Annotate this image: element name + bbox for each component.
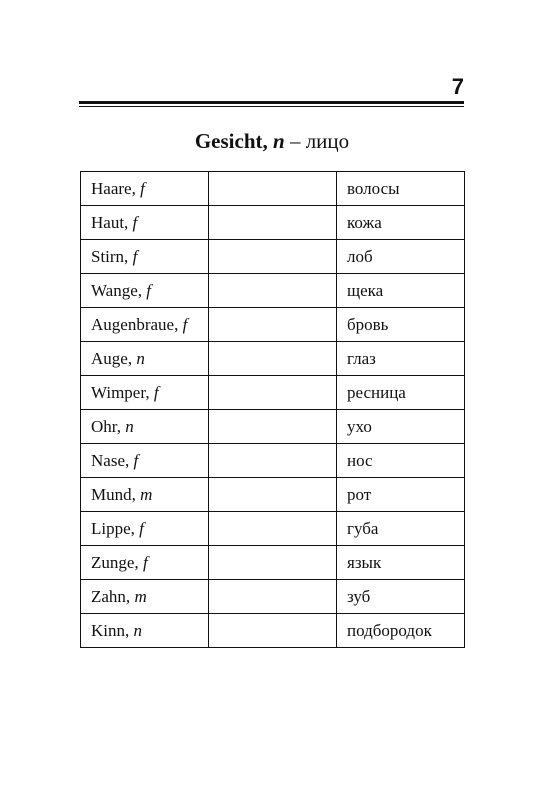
russian-translation-cell xyxy=(337,546,465,580)
german-word: Auge, xyxy=(91,348,133,368)
blank-answer-cell xyxy=(209,308,337,342)
heading-dash: – xyxy=(289,129,301,153)
russian-translation: губа xyxy=(347,518,379,538)
grammatical-gender: f xyxy=(153,382,159,402)
blank-answer-cell xyxy=(209,342,337,376)
header-rule-thick xyxy=(79,101,464,104)
grammatical-gender: f xyxy=(146,280,152,300)
vocabulary-table xyxy=(80,171,465,648)
german-word: Nase, xyxy=(91,450,130,470)
blank-answer-cell xyxy=(209,240,337,274)
blank-answer-cell xyxy=(209,614,337,648)
german-word: Ohr, xyxy=(91,416,122,436)
table-row xyxy=(81,478,465,512)
german-word-cell xyxy=(81,342,209,376)
russian-translation-cell xyxy=(337,206,465,240)
grammatical-gender: m xyxy=(134,586,147,606)
russian-translation-cell xyxy=(337,172,465,206)
russian-translation: зуб xyxy=(347,586,371,606)
vocabulary-table-body xyxy=(81,172,465,648)
blank-answer-cell xyxy=(209,206,337,240)
russian-translation-cell xyxy=(337,614,465,648)
russian-translation: волосы xyxy=(347,178,400,198)
heading-german-word: Gesicht, xyxy=(194,129,268,153)
blank-answer-cell xyxy=(209,580,337,614)
blank-answer-cell xyxy=(209,376,337,410)
table-row xyxy=(81,342,465,376)
blank-answer-cell xyxy=(209,546,337,580)
grammatical-gender: n xyxy=(136,348,145,368)
russian-translation: бровь xyxy=(347,314,389,334)
german-word-cell xyxy=(81,376,209,410)
russian-translation-cell xyxy=(337,580,465,614)
table-row xyxy=(81,546,465,580)
german-word-cell xyxy=(81,206,209,240)
heading-gender: n xyxy=(273,129,285,153)
german-word: Zunge, xyxy=(91,552,139,572)
german-word-cell xyxy=(81,546,209,580)
german-word: Haut, xyxy=(91,212,129,232)
german-word: Lippe, xyxy=(91,518,135,538)
russian-translation: ухо xyxy=(347,416,372,436)
russian-translation: кожа xyxy=(347,212,382,232)
russian-translation: рот xyxy=(347,484,372,504)
russian-translation: глаз xyxy=(347,348,376,368)
table-row xyxy=(81,206,465,240)
german-word-cell xyxy=(81,614,209,648)
table-row xyxy=(81,410,465,444)
german-word: Wange, xyxy=(91,280,143,300)
german-word-cell xyxy=(81,410,209,444)
russian-translation: ресница xyxy=(347,382,406,402)
russian-translation: нос xyxy=(347,450,373,470)
russian-translation-cell xyxy=(337,240,465,274)
german-word: Wimper, xyxy=(91,382,150,402)
russian-translation: щека xyxy=(347,280,384,300)
russian-translation-cell xyxy=(337,274,465,308)
russian-translation-cell xyxy=(337,410,465,444)
table-row xyxy=(81,512,465,546)
german-word-cell xyxy=(81,512,209,546)
russian-translation: подбородок xyxy=(347,620,432,640)
german-word-cell xyxy=(81,580,209,614)
german-word: Zahn, xyxy=(91,586,131,606)
table-row xyxy=(81,444,465,478)
blank-answer-cell xyxy=(209,512,337,546)
russian-translation-cell xyxy=(337,308,465,342)
grammatical-gender: n xyxy=(125,416,134,436)
russian-translation-cell xyxy=(337,512,465,546)
german-word-cell xyxy=(81,308,209,342)
russian-translation: лоб xyxy=(347,246,373,266)
section-heading xyxy=(0,128,544,154)
grammatical-gender: f xyxy=(139,518,144,538)
table-row xyxy=(81,376,465,410)
page-number: 7 xyxy=(451,74,464,99)
german-word-cell xyxy=(81,478,209,512)
grammatical-gender: f xyxy=(133,450,139,470)
german-word-cell xyxy=(81,274,209,308)
table-row xyxy=(81,172,465,206)
table-row xyxy=(81,580,465,614)
table-row xyxy=(81,240,465,274)
table-row xyxy=(81,614,465,648)
header-rule-thin xyxy=(79,106,464,107)
grammatical-gender: f xyxy=(182,314,188,334)
german-word-cell xyxy=(81,240,209,274)
german-word: Kinn, xyxy=(91,620,130,640)
german-word-cell xyxy=(81,444,209,478)
grammatical-gender: n xyxy=(133,620,142,640)
russian-translation-cell xyxy=(337,444,465,478)
grammatical-gender: f xyxy=(140,178,145,198)
grammatical-gender: f xyxy=(132,212,138,232)
russian-translation-cell xyxy=(337,342,465,376)
blank-answer-cell xyxy=(209,274,337,308)
german-word: Mund, xyxy=(91,484,136,504)
blank-answer-cell xyxy=(209,410,337,444)
grammatical-gender: f xyxy=(132,246,138,266)
blank-answer-cell xyxy=(209,478,337,512)
grammatical-gender: f xyxy=(142,552,148,572)
table-row xyxy=(81,308,465,342)
russian-translation-cell xyxy=(337,376,465,410)
german-word-cell xyxy=(81,172,209,206)
blank-answer-cell xyxy=(209,172,337,206)
grammatical-gender: m xyxy=(140,484,153,504)
blank-answer-cell xyxy=(209,444,337,478)
german-word: Haare, xyxy=(91,178,136,198)
table-row xyxy=(81,274,465,308)
russian-translation: язык xyxy=(347,552,382,572)
german-word: Stirn, xyxy=(91,246,129,266)
german-word: Augenbraue, xyxy=(91,314,179,334)
russian-translation-cell xyxy=(337,478,465,512)
heading-russian-word: лицо xyxy=(305,129,350,153)
